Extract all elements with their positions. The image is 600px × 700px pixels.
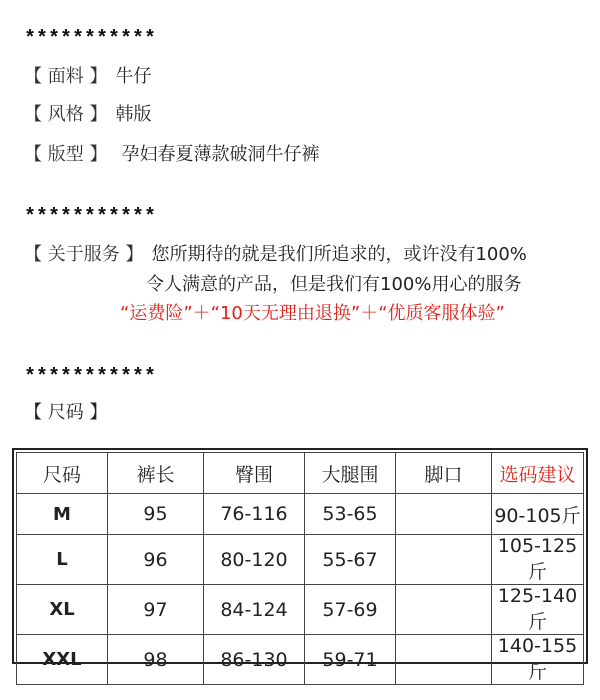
thigh-cell: 57-69	[305, 585, 396, 635]
stars-divider-3: ***********	[24, 366, 157, 389]
style-row	[24, 100, 151, 126]
size-cell: XXL	[17, 635, 108, 685]
table-row	[17, 535, 584, 585]
size-label: 【 尺码 】	[24, 402, 108, 423]
length-cell: 97	[108, 585, 204, 635]
leg-opening-cell	[396, 585, 492, 635]
size-cell: L	[17, 535, 108, 585]
recommendation-cell: 90-105斤	[492, 494, 584, 535]
fit-row	[24, 140, 319, 166]
recommendation-cell: 125-140斤	[492, 585, 584, 635]
size-cell: M	[17, 494, 108, 535]
fabric-row	[24, 62, 151, 88]
thigh-cell: 53-65	[305, 494, 396, 535]
header-hip: 臀围	[204, 453, 305, 494]
hip-cell: 86-130	[204, 635, 305, 685]
service-line-2: 令人满意的产品，但是我们有100%用心的服务	[146, 274, 522, 295]
length-cell: 98	[108, 635, 204, 685]
service-row	[24, 240, 527, 266]
length-cell: 96	[108, 535, 204, 585]
header-recommendation: 选码建议	[492, 453, 584, 494]
fit-label: 【 版型 】	[24, 144, 108, 165]
size-cell: XL	[17, 585, 108, 635]
stars-divider-1: ***********	[24, 28, 157, 51]
style-value: 韩版	[115, 104, 152, 125]
table-row	[17, 494, 584, 535]
recommendation-cell: 105-125斤	[492, 535, 584, 585]
hip-cell: 84-124	[204, 585, 305, 635]
hip-cell: 76-116	[204, 494, 305, 535]
service-label: 【 关于服务 】	[24, 244, 144, 265]
leg-opening-cell	[396, 535, 492, 585]
fabric-label: 【 面料 】	[24, 66, 108, 87]
recommendation-cell: 140-155斤	[492, 635, 584, 685]
leg-opening-cell	[396, 635, 492, 685]
length-cell: 95	[108, 494, 204, 535]
header-thigh: 大腿围	[305, 453, 396, 494]
service-line-3: “运费险”＋“10天无理由退换”＋“优质客服体验”	[120, 303, 505, 324]
fabric-value: 牛仔	[115, 66, 152, 87]
size-table	[16, 452, 584, 685]
style-label: 【 风格 】	[24, 104, 108, 125]
table-row	[17, 635, 584, 685]
size-table-header	[17, 453, 584, 494]
table-row	[17, 585, 584, 635]
fit-value: 孕妇春夏薄款破洞牛仔裤	[121, 144, 320, 165]
header-leg-opening: 脚口	[396, 453, 492, 494]
header-length: 裤长	[108, 453, 204, 494]
thigh-cell: 55-67	[305, 535, 396, 585]
thigh-cell: 59-71	[305, 635, 396, 685]
service-line-1: 您所期待的就是我们所追求的，或许没有100%	[151, 244, 527, 265]
stars-divider-2: ***********	[24, 206, 157, 229]
header-size: 尺码	[17, 453, 108, 494]
hip-cell: 80-120	[204, 535, 305, 585]
leg-opening-cell	[396, 494, 492, 535]
